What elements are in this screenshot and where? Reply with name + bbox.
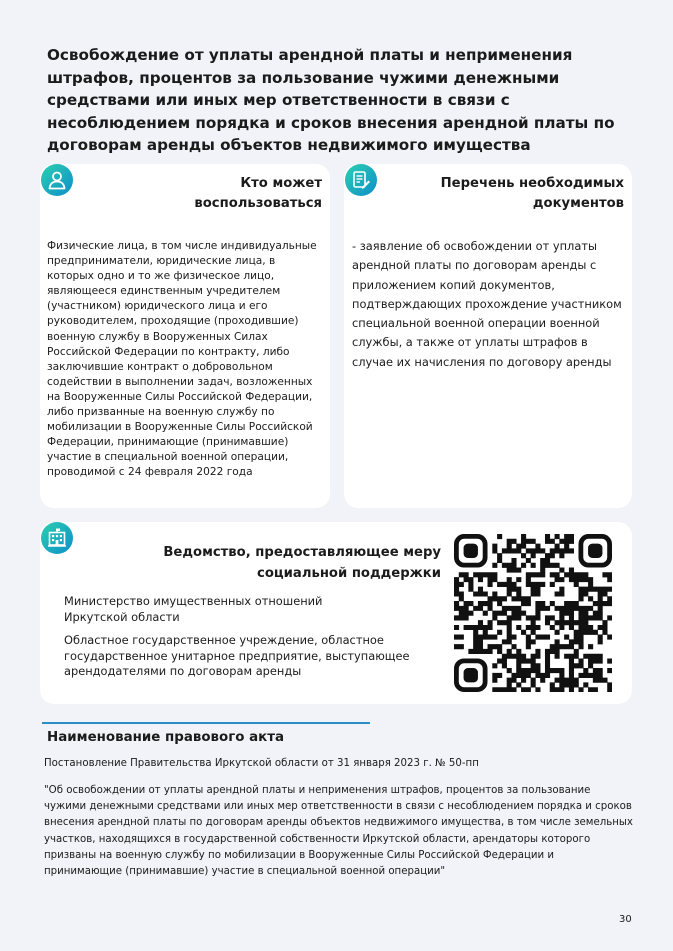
who-card [40,164,330,508]
page-number: 30 [619,914,632,925]
page-title: Освобождение от уплаты арендной платы и неприменения штрафов, процентов за пользование чужими денежными средствами или иных мер ответственности в связи с несоблюдением порядка и сроков внесения арендной платы по договорам аренды объектов недвижимого имущества [47,46,615,154]
docs-text: - заявление об освобождении от уплаты арендной платы по договорам аренды с приложением копий документов, подтверждающих прохождение участником специальной военной операции военной службы, а также от уплаты штрафов в случае их начисления по договору аренды [352,239,622,369]
person-icon [41,164,73,196]
act-heading: Наименование правового акта [47,730,284,745]
who-text: Физические лица, в том числе индивидуальные предприниматели, юридические лица, в которых одно и то же физическое лицо, являющееся единственным учредителем (участником) юридического лица и его руководителем, проходящие (проходившие) военную службу в Вооруженных Силах Российской Федерации по контракту, либо заключившие контракт о добровольном содействии в выполнении задач, возложенных на Вооруженные Силы Российской Федерации, либо призванные на военную службу по мобилизации в Вооруженные Силы Российской Федерации, принимающие (принимавшие) участие в специальной военной операции, проводимой с 24 февраля 2022 года [47,240,317,479]
agency-item-ministry: Министерство имущественных отношений Иркутской области [64,594,323,624]
docs-heading: Перечень необходимых документов [440,176,624,211]
qr-code-graphic [454,534,612,692]
act-quote: "Об освобождении от уплаты арендной платы и неприменения штрафов, процентов за пользование чужими денежными средствами или иных мер ответственности в связи с несоблюдением порядка и сроков внесения арендной платы по договорам аренды объектов недвижимого имущества, в том числе земельных участков, находящихся в государственной собственности Иркутской области, арендаторы которого призваны на военную службу по мобилизации в Вооруженные Силы Российской Федерации и принимающие (принимавшие) участие в специальной военной операции" [44,785,633,878]
qr-code[interactable] [454,534,612,696]
document-edit-icon [345,164,377,196]
section-divider [42,722,370,724]
agency-item-institution: Областное государственное учреждение, областное государственное унитарное предприятие, выступающее арендодателями по договорам аренды [64,633,410,679]
building-icon [41,522,73,554]
agency-heading: Ведомство, предоставляющее меру социальной поддержки [163,545,441,581]
act-decree: Постановление Правительства Иркутской области от 31 января 2023 г. № 50-пп [44,758,479,769]
docs-card [344,164,632,508]
who-heading: Кто может воспользоваться [194,176,322,211]
